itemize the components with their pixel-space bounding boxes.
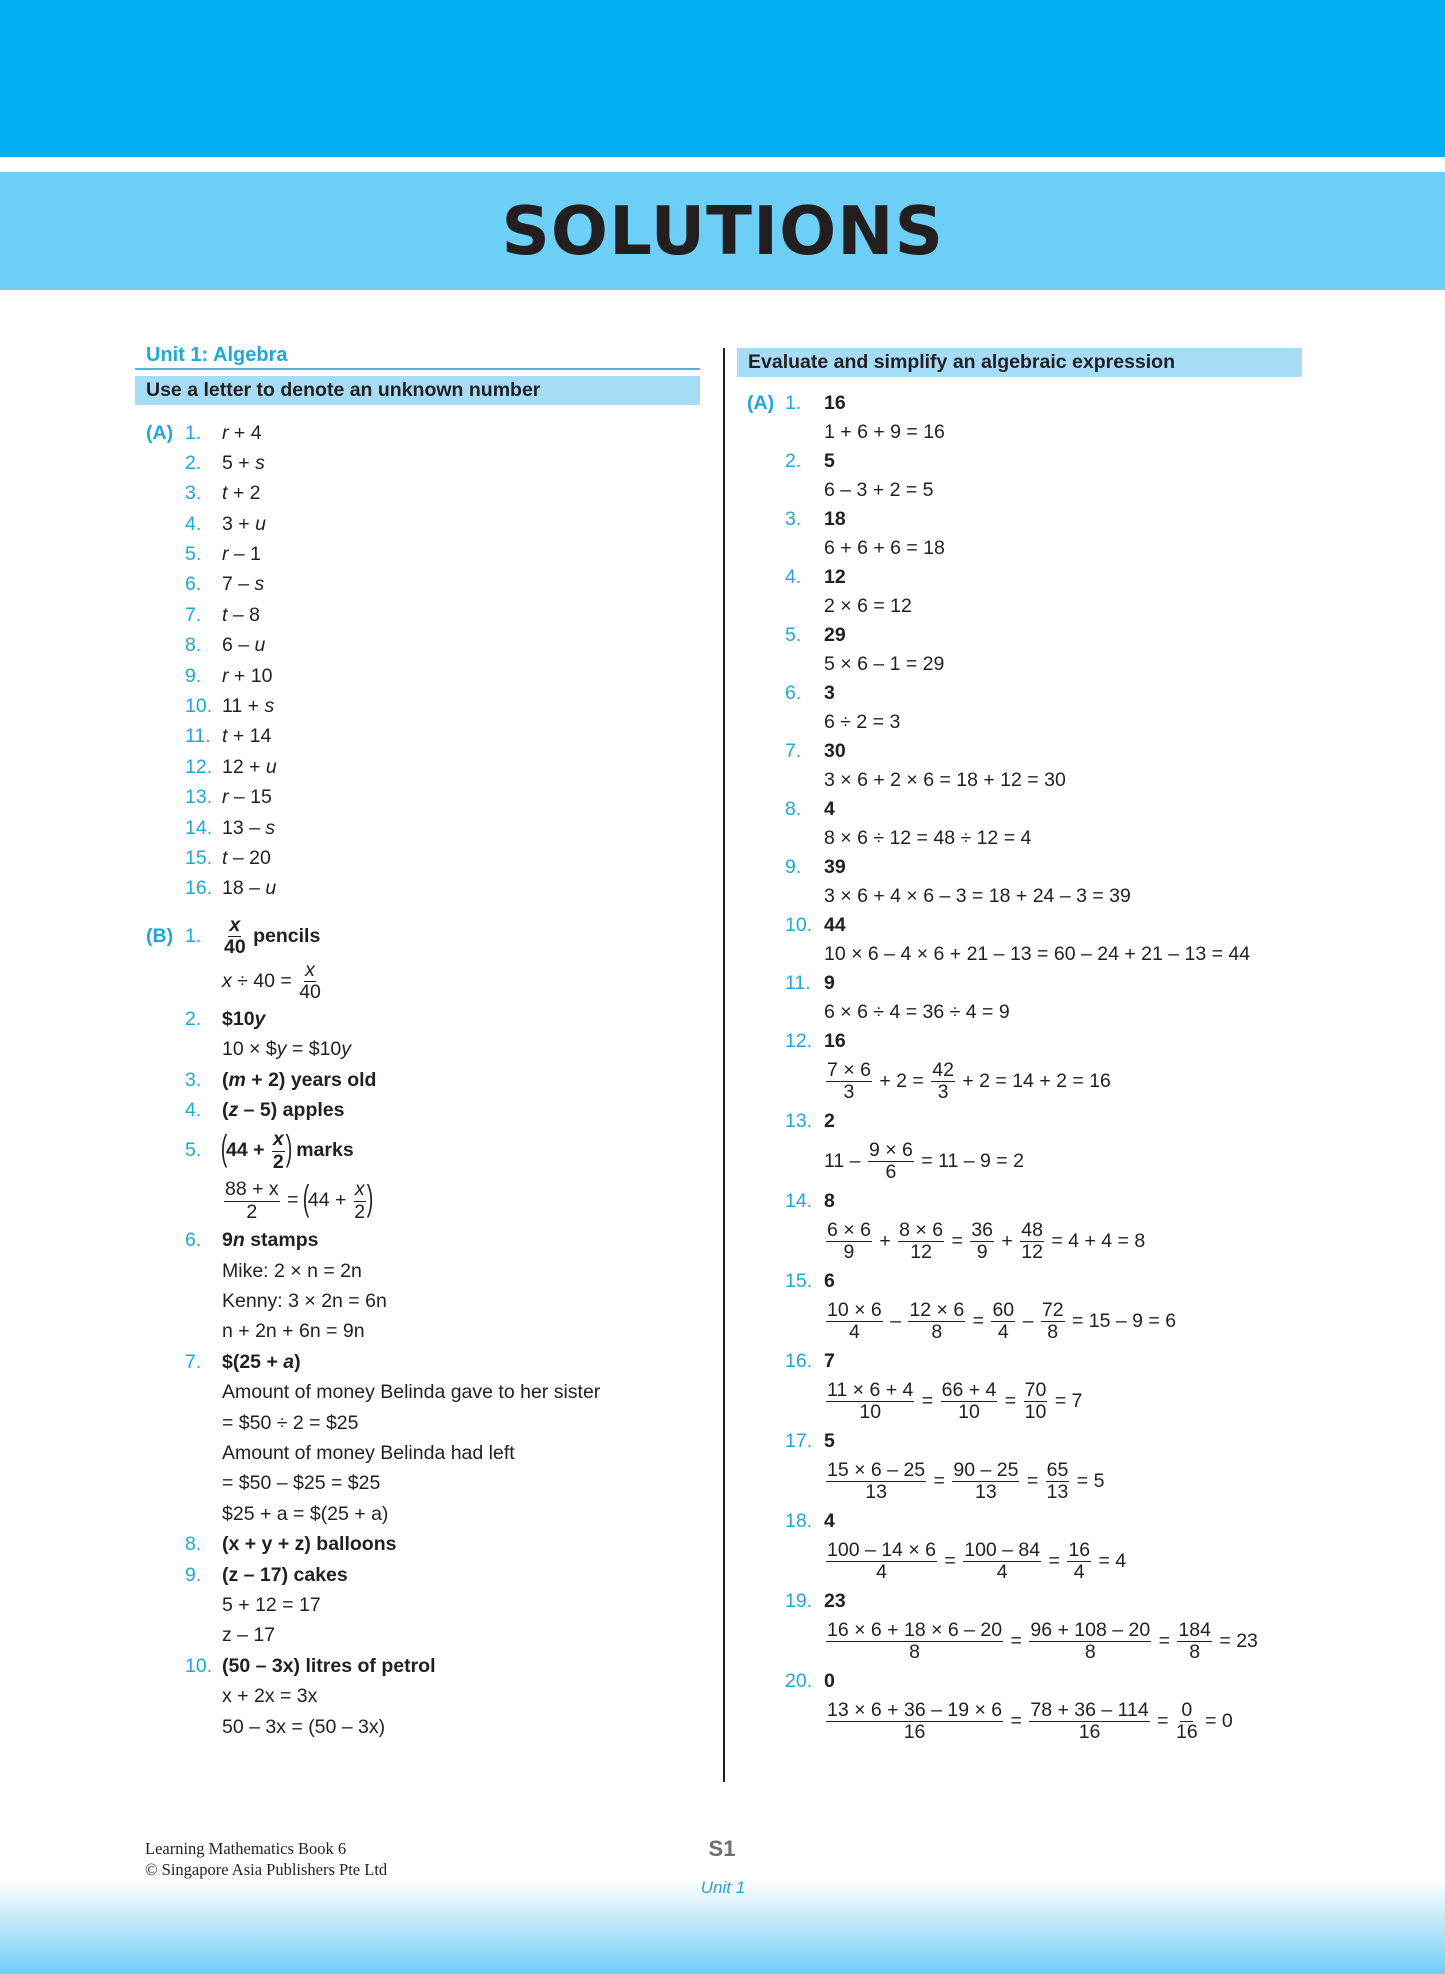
working-line: 8 × 6 ÷ 12 = 48 ÷ 12 = 4 — [824, 827, 1032, 849]
list-item — [135, 600, 700, 630]
working-line: $\frac{16 \times 6 + 18 \times 6 - 20}{8}$ = $\frac{96 + 108 - 20}{8}$ = $\frac{184}{8}$ = 23 — [827, 1618, 1258, 1664]
item-answer: 30 — [824, 740, 846, 762]
item-answer: 7 — [824, 1350, 835, 1372]
item-number: 10. — [185, 695, 213, 718]
item-answer: 5 — [824, 1430, 835, 1452]
book-title: Learning Mathematics Book 6 — [145, 1839, 347, 1858]
item-answer: 4 — [824, 1510, 835, 1532]
item-number: 15. — [185, 846, 213, 869]
working-line: $\frac{100 - 14 \times 6}{4}$ = $\frac{100 - 84}{4}$ = $\frac{16}{4}$ = 4 — [827, 1538, 1127, 1584]
item-number: 15. — [785, 1270, 813, 1292]
item-answer: t + 14 — [222, 725, 272, 748]
unit-title: Unit 1: Algebra — [146, 344, 288, 366]
page-number: S1 — [708, 1836, 736, 1861]
title-band — [0, 172, 1445, 290]
left-column — [135, 338, 700, 1742]
unit-title-rule — [135, 368, 700, 370]
fraction: $\frac{48}{12}$ — [1021, 1218, 1043, 1264]
item-number: 12. — [185, 755, 213, 778]
list-item — [135, 478, 700, 508]
list-item — [135, 1529, 700, 1559]
item-number: 20. — [785, 1670, 813, 1692]
list-item — [135, 509, 700, 539]
item-answer: $(25 + a) — [222, 1350, 301, 1373]
working-line: 5 + 12 = 17 — [222, 1594, 321, 1616]
working-line: n + 2n + 6n = 9n — [222, 1320, 365, 1343]
working-line: $\frac{15 \times 6 - 25}{13}$ = $\frac{90 - 25}{13}$ = $\frac{65}{13}$ = 5 — [827, 1458, 1105, 1504]
item-answer: (z – 5) apples — [222, 1098, 345, 1121]
list-item — [737, 969, 1302, 998]
list-item — [135, 873, 700, 903]
working-line: 3 × 6 + 4 × 6 – 3 = 18 + 24 – 3 = 39 — [824, 885, 1131, 907]
item-answer: r + 10 — [222, 664, 273, 687]
item-answer: 16 — [824, 1030, 846, 1052]
working-line: 10 × $y = $10y — [222, 1038, 352, 1061]
item-answer: t – 20 — [222, 846, 271, 869]
page-title: SOLUTIONS — [501, 193, 944, 271]
fraction: $\frac{66 + 4}{10}$ — [941, 1378, 997, 1424]
item-answer: 5 + s — [222, 451, 265, 474]
item-number: 11. — [185, 725, 211, 748]
item-number: 3. — [785, 508, 802, 530]
item-answer: 3 + u — [222, 512, 266, 535]
item-answer: $10y — [222, 1007, 266, 1030]
working-line: Mike: 2 × n = 2n — [222, 1259, 362, 1282]
fraction: $\frac{42}{3}$ — [932, 1058, 954, 1104]
list-item — [135, 843, 700, 873]
item-number: 1. — [785, 392, 802, 414]
fraction: $\frac{65}{13}$ — [1046, 1458, 1069, 1504]
list-item — [737, 1027, 1302, 1056]
item-answer: t – 8 — [222, 603, 260, 626]
section-a-list — [135, 418, 700, 904]
list-item — [135, 1347, 700, 1377]
list-item — [737, 679, 1302, 708]
working-line: $\frac{10 \times 6}{4}$ – $\frac{12 \times 6}{8}$ = $\frac{60}{4}$ – $\frac{72}{8}$ = 15 – 9 = 6 — [827, 1298, 1177, 1344]
item-answer: (44 + $\frac{x}{2}$ ) marks — [220, 1127, 354, 1173]
fraction: $\frac{10 \times 6}{4}$ — [827, 1298, 882, 1344]
item-answer: 0 — [824, 1670, 835, 1692]
working-line: $\frac{88 + x}{2}$ = (44 + $\frac{x}{2}$ ) — [225, 1177, 373, 1223]
item-number: 6. — [185, 1229, 202, 1252]
fraction: $\frac{78 + 36 - 114}{16}$ — [1030, 1698, 1149, 1744]
fraction: $\frac{96 + 108 - 20}{8}$ — [1030, 1618, 1151, 1664]
list-item — [135, 813, 700, 843]
fraction: $\frac{184}{8}$ — [1178, 1618, 1211, 1664]
item-answer: 44 — [824, 914, 846, 936]
section-heading: Use a letter to denote an unknown number — [135, 376, 700, 405]
list-item — [737, 1427, 1302, 1456]
item-number: 8. — [785, 798, 802, 820]
fraction: $\frac{60}{4}$ — [992, 1298, 1015, 1344]
fraction: $\frac{70}{10}$ — [1024, 1378, 1047, 1424]
item-number: 9. — [185, 1563, 202, 1586]
item-number: 16. — [785, 1350, 813, 1372]
fraction: $\frac{90 - 25}{13}$ — [953, 1458, 1019, 1504]
item-number: 8. — [185, 1533, 202, 1556]
top-color-band — [0, 0, 1445, 157]
list-item — [135, 661, 700, 691]
copyright: © Singapore Asia Publishers Pte Ltd — [145, 1860, 388, 1879]
item-number: 5. — [785, 624, 802, 646]
list-item — [737, 389, 1302, 418]
list-item — [135, 1065, 700, 1095]
working-line: 1 + 6 + 9 = 16 — [824, 421, 945, 443]
list-item — [135, 782, 700, 812]
item-answer: 12 + u — [222, 755, 277, 778]
list-item — [737, 1347, 1302, 1376]
working-line: = $50 ÷ 2 = $25 — [222, 1411, 359, 1434]
list-item — [737, 1587, 1302, 1616]
item-number: 5. — [185, 1139, 202, 1162]
item-answer: 16 — [824, 392, 846, 414]
item-number: 13. — [185, 786, 213, 809]
fraction: $\frac{9 \times 6}{6}$ — [868, 1138, 913, 1184]
list-item — [135, 1651, 700, 1681]
item-answer: 6 — [824, 1270, 835, 1292]
working-line: = $50 – $25 = $25 — [222, 1472, 381, 1495]
item-answer: t + 2 — [222, 482, 261, 505]
list-item — [135, 1225, 700, 1255]
item-number: 14. — [185, 816, 213, 839]
item-answer: 18 — [824, 508, 846, 530]
list-item — [135, 1004, 700, 1034]
item-answer: $\frac{x}{40}$ pencils — [224, 913, 321, 959]
list-item — [737, 563, 1302, 592]
item-answer: 23 — [824, 1590, 846, 1612]
fraction: $\frac{100 - 14 \times 6}{4}$ — [827, 1538, 936, 1584]
item-answer: 29 — [824, 624, 846, 646]
list-item — [737, 1667, 1302, 1696]
fraction: $\frac{36}{9}$ — [971, 1218, 994, 1264]
list-item — [135, 721, 700, 751]
item-number: 7. — [185, 603, 202, 626]
item-number: 8. — [185, 634, 202, 657]
fraction: $\frac{x}{40}$ — [299, 958, 321, 1004]
item-number: 2. — [185, 1007, 202, 1030]
item-number: 4. — [185, 1098, 202, 1121]
item-number: 13. — [785, 1110, 813, 1132]
right-column — [737, 348, 1302, 1747]
fraction: $\frac{100 - 84}{4}$ — [964, 1538, 1041, 1584]
working-line: x + 2x = 3x — [222, 1685, 318, 1708]
section-b-list — [135, 914, 700, 1742]
list-item — [135, 1125, 700, 1175]
working-line: $\frac{7 \times 6}{3}$ + 2 = $\frac{42}{3}$ + 2 = 14 + 2 = 16 — [827, 1058, 1111, 1104]
item-answer: r – 1 — [222, 543, 262, 566]
footer-unit-label: Unit 1 — [700, 1878, 746, 1897]
working-line: 50 – 3x = (50 – 3x) — [222, 1715, 386, 1738]
list-item — [737, 911, 1302, 940]
item-answer: 6 – u — [222, 634, 266, 657]
working-line: x ÷ 40 = $\frac{x}{40}$ — [222, 958, 321, 1004]
working-line: 3 × 6 + 2 × 6 = 18 + 12 = 30 — [824, 769, 1066, 791]
fraction: $\frac{12 \times 6}{8}$ — [909, 1298, 965, 1344]
item-number: 14. — [785, 1190, 813, 1212]
column-divider — [723, 348, 725, 1782]
item-answer: 2 — [824, 1110, 835, 1132]
item-number: 7. — [785, 740, 802, 762]
fraction: $\frac{72}{8}$ — [1041, 1298, 1064, 1344]
list-item — [135, 1560, 700, 1590]
item-number: 7. — [185, 1350, 202, 1373]
list-item — [737, 1107, 1302, 1136]
item-number: 4. — [785, 566, 802, 588]
list-item — [737, 505, 1302, 534]
list-item — [135, 752, 700, 782]
item-number: 2. — [185, 451, 202, 474]
item-number: 18. — [785, 1510, 813, 1532]
fraction: $\frac{x}{40}$ — [224, 913, 246, 959]
item-number: 16. — [185, 877, 213, 900]
list-item — [135, 448, 700, 478]
list-item — [737, 853, 1302, 882]
item-answer: 5 — [824, 450, 835, 472]
working-line: 6 – 3 + 2 = 5 — [824, 479, 934, 501]
working-line: Amount of money Belinda gave to her sister — [222, 1381, 601, 1404]
item-number: 12. — [785, 1030, 813, 1052]
item-answer: (m + 2) years old — [222, 1068, 377, 1091]
working-line: $\frac{11 \times 6 + 4}{10}$ = $\frac{66 + 4}{10}$ = $\frac{70}{10}$ = 7 — [827, 1378, 1083, 1424]
item-answer: r + 4 — [222, 421, 262, 444]
item-number: 10. — [785, 914, 813, 936]
item-answer: 3 — [824, 682, 835, 704]
item-number: 9. — [785, 856, 802, 878]
fraction: $\frac{6 \times 6}{9}$ — [827, 1218, 871, 1264]
item-number: 17. — [785, 1430, 813, 1452]
section-heading: Evaluate and simplify an algebraic expression — [737, 348, 1302, 377]
fraction: $\frac{11 \times 6 + 4}{10}$ — [827, 1378, 914, 1424]
working-line: 6 × 6 ÷ 4 = 36 ÷ 4 = 9 — [824, 1001, 1010, 1023]
list-item — [737, 447, 1302, 476]
list-item — [135, 691, 700, 721]
item-number: 2. — [785, 450, 802, 472]
list-item — [737, 737, 1302, 766]
working-line: $\frac{6 \times 6}{9}$ + $\frac{8 \times 6}{12}$ = $\frac{36}{9}$ + $\frac{48}{12}$ = 4 + 4 = 8 — [827, 1218, 1146, 1264]
list-item — [135, 630, 700, 660]
item-number: 4. — [185, 512, 202, 535]
list-item — [737, 795, 1302, 824]
fraction: $\frac{15 \times 6 - 25}{13}$ — [827, 1458, 926, 1504]
item-number: 3. — [185, 482, 202, 505]
section-a-list — [737, 389, 1302, 1747]
fraction: $\frac{x}{2}$ — [272, 1128, 284, 1173]
fraction: $\frac{7 \times 6}{3}$ — [827, 1058, 871, 1104]
working-line: 10 × 6 – 4 × 6 + 21 – 13 = 60 – 24 + 21 – 13 = 44 — [824, 943, 1251, 965]
item-answer: (x + y + z) balloons — [222, 1533, 397, 1556]
fraction: $\frac{16}{4}$ — [1068, 1538, 1091, 1584]
list-item — [135, 539, 700, 569]
working-line: $\frac{13 \times 6 + 36 - 19 \times 6}{16}$ = $\frac{78 + 36 - 114}{16}$ = $\frac{0}{16}$ = 0 — [827, 1698, 1233, 1744]
list-item — [737, 1267, 1302, 1296]
item-number: 5. — [185, 543, 202, 566]
item-answer: 8 — [824, 1190, 835, 1212]
working-line: Kenny: 3 × 2n = 6n — [222, 1290, 387, 1313]
item-number: 6. — [185, 573, 202, 596]
item-number: 1. — [185, 924, 202, 947]
item-number: 3. — [185, 1068, 202, 1091]
fraction: $\frac{0}{16}$ — [1175, 1698, 1198, 1744]
working-line: z – 17 — [222, 1624, 276, 1647]
fraction: $\frac{16 \times 6 + 18 \times 6 - 20}{8}$ — [827, 1618, 1003, 1664]
list-item — [737, 1187, 1302, 1216]
working-line: 5 × 6 – 1 = 29 — [824, 653, 945, 675]
list-item — [135, 1095, 700, 1125]
item-answer: 9 — [824, 972, 835, 994]
working-line: 6 ÷ 2 = 3 — [824, 711, 901, 733]
fraction: $\frac{8 \times 6}{12}$ — [899, 1218, 944, 1264]
item-answer: r – 15 — [222, 786, 272, 809]
footer-publisher — [145, 1838, 387, 1880]
item-number: 19. — [785, 1590, 813, 1612]
working-line: 11 – $\frac{9 \times 6}{6}$ = 11 – 9 = 2 — [824, 1138, 1024, 1184]
working-line: 6 + 6 + 6 = 18 — [824, 537, 945, 559]
item-answer: 11 + s — [222, 695, 275, 718]
item-answer: 12 — [824, 566, 846, 588]
item-answer: (50 – 3x) litres of petrol — [222, 1654, 436, 1677]
working-line: 2 × 6 = 12 — [824, 595, 912, 617]
list-item — [135, 418, 700, 448]
list-item — [737, 621, 1302, 650]
list-item — [135, 914, 700, 958]
item-answer: 7 – s — [222, 573, 265, 596]
item-answer: 18 – u — [222, 877, 277, 900]
item-number: 11. — [785, 972, 811, 994]
item-number: 6. — [785, 682, 802, 704]
item-number: 9. — [185, 664, 202, 687]
item-number: 10. — [185, 1654, 213, 1677]
section-label: (B) — [146, 924, 174, 947]
fraction: $\frac{88 + x}{2}$ — [225, 1178, 279, 1223]
fraction: $\frac{x}{2}$ — [354, 1178, 366, 1223]
section-label: (A) — [747, 392, 775, 414]
working-line: $25 + a = $(25 + a) — [222, 1502, 389, 1525]
list-item — [737, 1507, 1302, 1536]
fraction: $\frac{13 \times 6 + 36 - 19 \times 6}{16}$ — [827, 1698, 1003, 1744]
item-number: 1. — [185, 421, 202, 444]
item-answer: 4 — [824, 798, 835, 820]
section-label: (A) — [146, 421, 174, 444]
item-answer: 13 – s — [222, 816, 276, 839]
item-answer: (z – 17) cakes — [222, 1563, 348, 1586]
list-item — [135, 569, 700, 599]
working-line: Amount of money Belinda had left — [222, 1442, 515, 1465]
item-answer: 39 — [824, 856, 846, 878]
item-answer: 9n stamps — [222, 1229, 319, 1252]
